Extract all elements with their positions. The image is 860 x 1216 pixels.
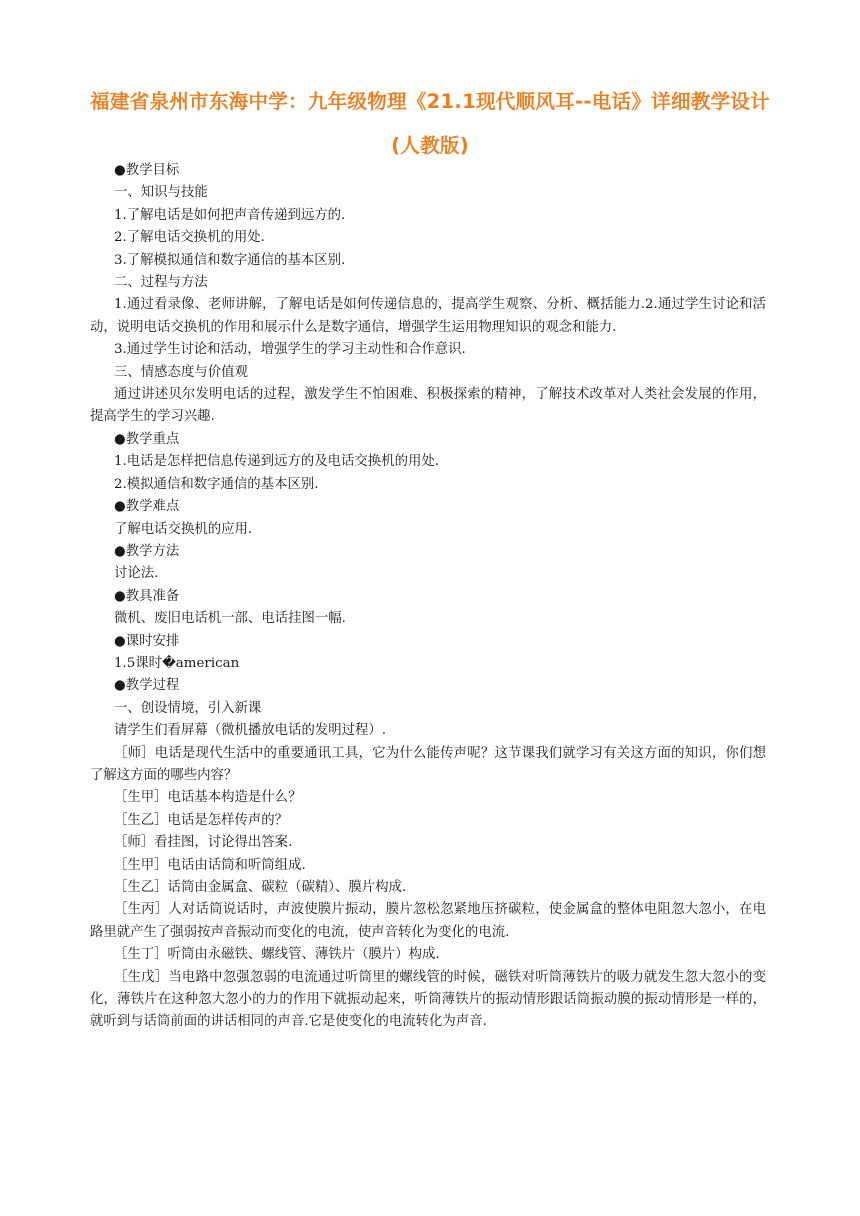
paragraph: ［生丙］人对话筒说话时，声波使膜片振动，膜片忽松忽紧地压挤碳粒，使金属盒的整体电阻忽大忽小，在电路里就产生了强弱按声音振动而变化的电流，使声音转化为变化的电流. [90,902,766,940]
paragraph: ●教学过程 [114,678,180,694]
paragraph: ●课时安排 [114,633,180,649]
paragraph: 2.模拟通信和数字通信的基本区别. [114,476,319,492]
paragraph: 三、情感态度与价值观 [114,364,248,380]
paragraph: 3.了解模拟通信和数字通信的基本区别. [114,252,346,268]
paragraph: 1.了解电话是如何把声音传递到远方的. [114,207,346,223]
paragraph: 1.5课时�american [114,655,240,671]
paragraph: ［生乙］话筒由金属盒、碳粒（碳精）、膜片构成. [114,880,407,895]
paragraph: ［生甲］电话基本构造是什么？ [114,790,302,806]
paragraph: 一、知识与技能 [114,185,208,201]
paragraph: 一、创设情境，引入新课 [114,700,262,716]
paragraph: 2.了解电话交换机的用处. [114,230,265,246]
paragraph: ●教学方法 [114,543,180,559]
paragraph: 微机、废旧电话机一部、电话挂图一幅. [114,611,346,627]
paragraph: 讨论法. [114,566,159,582]
document-body [90,160,766,1034]
paragraph: ［生乙］电话是怎样传声的？ [114,812,289,828]
paragraph: ［生戊］当电路中忽强忽弱的电流通过听筒里的螺线管的时候，磁铁对听筒薄铁片的吸力就发生忽大忽小的变化，薄铁片在这种忽大忽小的力的作用下就振动起来，听筒薄铁片的振动情形跟话筒振动膜的振动情形是一样的，就听到与话筒前面的讲话相同的声音.它是使变化的电流转化为声音. [90,969,766,1030]
paragraph: 3.通过学生讨论和活动，增强学生的学习主动性和合作意识. [114,342,466,358]
paragraph: 1.通过看录像、老师讲解，了解电话是如何传递信息的，提高学生观察、分析、概括能力.2.通过学生讨论和活动，说明电话交换机的作用和展示什么是数字通信，增强学生运用物理知识的观念和能力. [90,297,766,335]
paragraph: ●教具准备 [114,588,180,604]
paragraph: 二、过程与方法 [114,275,208,291]
paragraph: 请学生们看屏幕（微机播放电话的发明过程）. [114,723,387,739]
paragraph: 通过讲述贝尔发明电话的过程，激发学生不怕困难、积极探索的精神，了解技术改革对人类社会发展的作用，提高学生的学习兴趣. [90,387,766,425]
paragraph: 1.电话是怎样把信息传递到远方的及电话交换机的用处. [114,454,440,470]
paragraph: ［师］电话是现代生活中的重要通讯工具，它为什么能传声呢？这节课我们就学习有关这方面的知识，你们想了解这方面的哪些内容？ [90,745,766,783]
paragraph: ●教学目标 [114,163,180,178]
document-title: 福建省泉州市东海中学：九年级物理《21.1现代顺风耳--电话》详细教学设计(人教版) [90,90,770,157]
paragraph: ［师］看挂图，讨论得出答案. [114,835,293,851]
paragraph: 了解电话交换机的应用. [114,521,253,537]
paragraph: ［生丁］听筒由永磁铁、螺线管、薄铁片（膜片）构成. [114,947,440,963]
paragraph: ●教学难点 [114,499,180,515]
paragraph: ［生甲］电话由话筒和听筒组成. [114,857,306,873]
paragraph: ●教学重点 [114,431,180,447]
